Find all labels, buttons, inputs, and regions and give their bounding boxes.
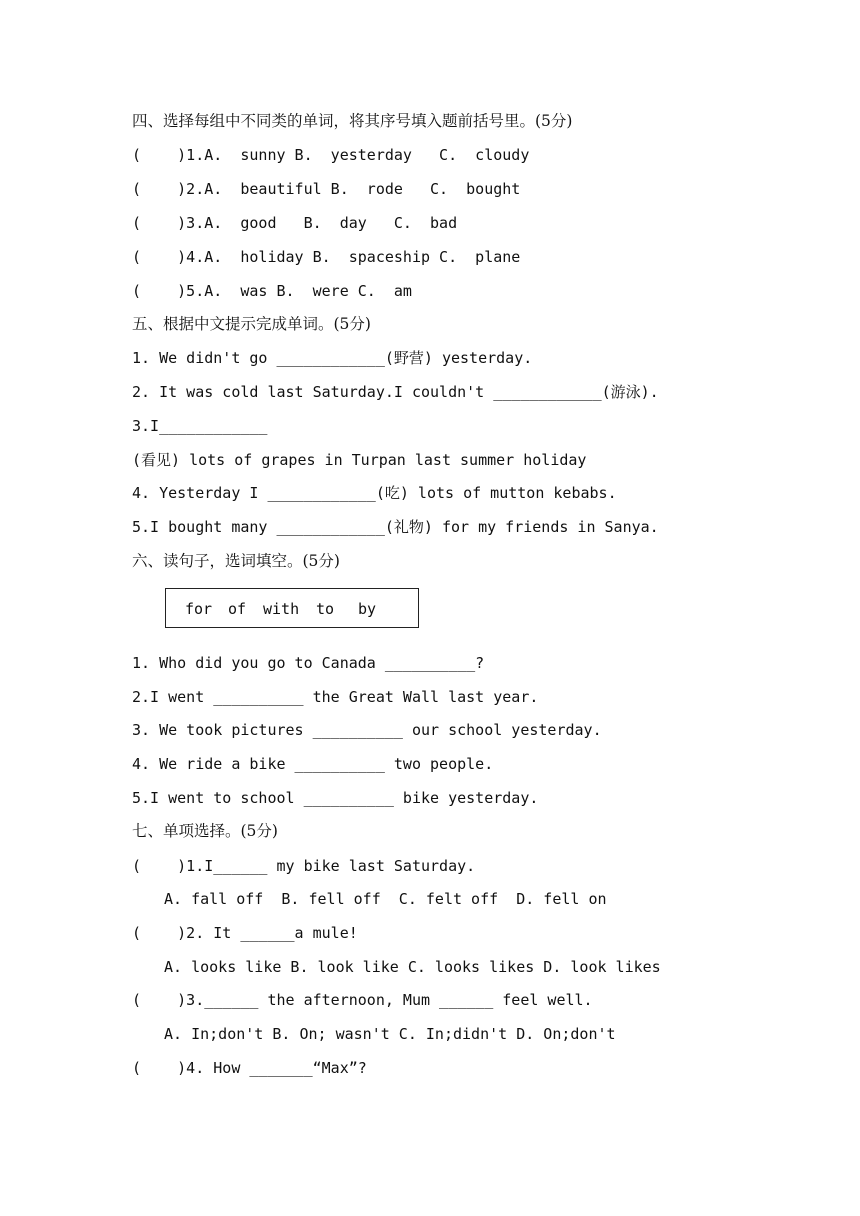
section-5-item-1: 1. We didn't go ____________(野营) yesterday. (132, 349, 533, 367)
section-6-item-1: 1. Who did you go to Canada __________? (132, 654, 485, 672)
word-bank-word: by (358, 600, 377, 618)
section-4-item-2: ( )2.A. beautiful B. rode C. bought (132, 180, 521, 198)
section-5-item-3-continued: (看见) lots of grapes in Turpan last summer holiday (132, 451, 587, 469)
word-bank-box (165, 588, 419, 628)
section-7-question-1: ( )1.I______ my bike last Saturday. (132, 857, 476, 875)
section-4-item-3: ( )3.A. good B. day C. bad (132, 214, 458, 232)
word-bank-word: to (316, 600, 335, 618)
word-bank-word: of (228, 600, 247, 618)
word-bank-word: for (185, 600, 213, 618)
section-5-item-2: 2. It was cold last Saturday.I couldn't ____________(游泳). (132, 383, 659, 401)
section-7-question-3: ( )3.______ the afternoon, Mum ______ feel well. (132, 991, 593, 1009)
section-6-item-5: 5.I went to school __________ bike yesterday. (132, 789, 539, 807)
section-6-item-3: 3. We took pictures __________ our school yesterday. (132, 721, 602, 739)
section-7-options-1: A. fall off B. fell off C. felt off D. fell on (164, 890, 607, 908)
section-7-options-2: A. looks like B. look like C. looks likes D. look likes (164, 958, 661, 976)
section-6-item-2: 2.I went __________ the Great Wall last year. (132, 688, 539, 706)
section-7-title: 七、单项选择。(5分) (132, 822, 278, 840)
section-5-title: 五、根据中文提示完成单词。(5分) (132, 315, 371, 333)
section-4-item-5: ( )5.A. was B. were C. am (132, 282, 412, 300)
section-5-item-5: 5.I bought many ____________(礼物) for my friends in Sanya. (132, 518, 659, 536)
section-4-item-4: ( )4.A. holiday B. spaceship C. plane (132, 248, 521, 266)
section-6-title: 六、读句子，选词填空。(5分) (132, 552, 340, 570)
section-7-question-2: ( )2. It ______a mule! (132, 924, 358, 942)
word-bank-word: with (263, 600, 300, 618)
section-7-question-4: ( )4. How _______“Max”? (132, 1059, 367, 1077)
section-4-title: 四、选择每组中不同类的单词，将其序号填入题前括号里。(5分) (132, 112, 573, 130)
section-4-item-1: ( )1.A. sunny B. yesterday C. cloudy (132, 146, 530, 164)
section-6-item-4: 4. We ride a bike __________ two people. (132, 755, 494, 773)
section-5-item-3: 3.I____________ (132, 417, 268, 435)
section-7-options-3: A. In;don't B. On; wasn't C. In;didn't D. On;don't (164, 1025, 616, 1043)
section-5-item-4: 4. Yesterday I ____________(吃) lots of mutton kebabs. (132, 484, 617, 502)
